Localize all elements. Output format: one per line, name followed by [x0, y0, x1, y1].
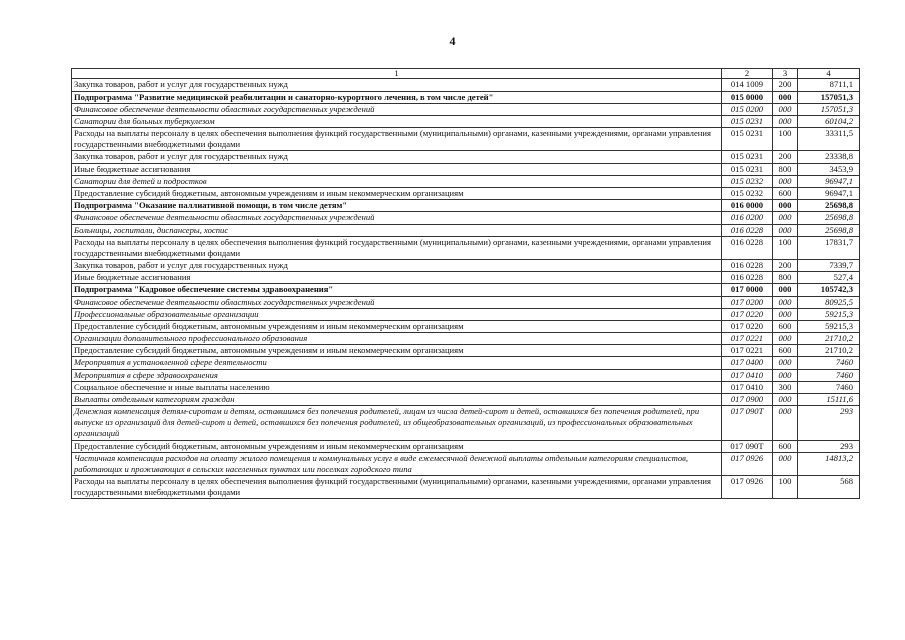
row-amount: 80925,5 — [798, 296, 860, 308]
row-code: 016 0228 — [722, 236, 773, 259]
row-name: Санатории для больных туберкулезом — [72, 115, 722, 127]
row-expense-type: 000 — [773, 333, 798, 345]
row-name: Организации дополнительного профессионального образования — [72, 333, 722, 345]
row-amount: 157051,3 — [798, 103, 860, 115]
row-amount: 25698,8 — [798, 212, 860, 224]
row-name: Подпрограмма "Развитие медицинской реабилитации и санаторно-курортного лечения, в том числе детей" — [72, 91, 722, 103]
row-code: 015 0231 — [722, 163, 773, 175]
row-name: Финансовое обеспечение деятельности областных государственных учреждений — [72, 103, 722, 115]
header-row — [72, 69, 860, 79]
row-amount: 568 — [798, 476, 860, 499]
row-code: 017 0220 — [722, 320, 773, 332]
table-row — [72, 236, 860, 259]
row-amount: 293 — [798, 440, 860, 452]
row-amount: 25698,8 — [798, 224, 860, 236]
table-row — [72, 406, 860, 441]
row-expense-type: 800 — [773, 163, 798, 175]
row-amount: 3453,9 — [798, 163, 860, 175]
row-name: Социальное обеспечение и иные выплаты населению — [72, 381, 722, 393]
row-name: Выплаты отдельным категориям граждан — [72, 393, 722, 405]
row-name: Иные бюджетные ассигнования — [72, 163, 722, 175]
row-name: Предоставление субсидий бюджетным, автономным учреждениям и иным некоммерческим организациям — [72, 188, 722, 200]
row-name: Финансовое обеспечение деятельности областных государственных учреждений — [72, 212, 722, 224]
row-code: 017 0900 — [722, 393, 773, 405]
table-row — [72, 284, 860, 296]
row-amount: 21710,2 — [798, 345, 860, 357]
table-row — [72, 440, 860, 452]
table-row — [72, 272, 860, 284]
row-expense-type: 300 — [773, 381, 798, 393]
row-expense-type: 000 — [773, 200, 798, 212]
row-name: Больницы, госпитали, диспансеры, хоспис — [72, 224, 722, 236]
row-expense-type: 200 — [773, 260, 798, 272]
row-amount: 7460 — [798, 369, 860, 381]
table-body — [72, 79, 860, 499]
row-name: Финансовое обеспечение деятельности областных государственных учреждений — [72, 296, 722, 308]
row-amount: 7339,7 — [798, 260, 860, 272]
row-amount: 527,4 — [798, 272, 860, 284]
row-expense-type: 000 — [773, 369, 798, 381]
row-expense-type: 200 — [773, 151, 798, 163]
row-expense-type: 000 — [773, 393, 798, 405]
row-expense-type: 000 — [773, 175, 798, 187]
row-code: 017 0926 — [722, 476, 773, 499]
row-amount: 17831,7 — [798, 236, 860, 259]
row-amount: 59215,3 — [798, 320, 860, 332]
row-code: 017 090Т — [722, 406, 773, 441]
row-code: 015 0231 — [722, 151, 773, 163]
row-amount: 33311,5 — [798, 128, 860, 151]
row-expense-type: 000 — [773, 308, 798, 320]
table-row — [72, 128, 860, 151]
row-code: 014 1009 — [722, 79, 773, 91]
row-amount: 21710,2 — [798, 333, 860, 345]
header-col-3: 3 — [773, 69, 798, 79]
row-code: 017 0410 — [722, 369, 773, 381]
row-code: 016 0200 — [722, 212, 773, 224]
row-code: 017 0220 — [722, 308, 773, 320]
row-amount: 293 — [798, 406, 860, 441]
table-row — [72, 296, 860, 308]
row-amount: 60104,2 — [798, 115, 860, 127]
header-col-1: 1 — [72, 69, 722, 79]
row-code: 017 0926 — [722, 452, 773, 475]
row-expense-type: 100 — [773, 128, 798, 151]
row-amount: 59215,3 — [798, 308, 860, 320]
row-amount: 7460 — [798, 381, 860, 393]
row-expense-type: 600 — [773, 320, 798, 332]
row-name: Расходы на выплаты персоналу в целях обеспечения выполнения функций государственными (муниципальными) органами, казенными учреждениями, органами управления государственными внебюджетными фондами — [72, 236, 722, 259]
row-code: 016 0228 — [722, 272, 773, 284]
table-row — [72, 151, 860, 163]
row-amount: 14813,2 — [798, 452, 860, 475]
row-code: 017 0200 — [722, 296, 773, 308]
row-name: Мероприятия в установленной сфере деятельности — [72, 357, 722, 369]
table-row — [72, 345, 860, 357]
header-col-4: 4 — [798, 69, 860, 79]
row-expense-type: 000 — [773, 357, 798, 369]
row-code: 016 0228 — [722, 224, 773, 236]
row-code: 015 0231 — [722, 128, 773, 151]
budget-table — [71, 68, 860, 499]
table-row — [72, 163, 860, 175]
row-name: Предоставление субсидий бюджетным, автономным учреждениям и иным некоммерческим организациям — [72, 440, 722, 452]
row-name: Расходы на выплаты персоналу в целях обеспечения выполнения функций государственными (муниципальными) органами, казенными учреждениями, органами управления государственными внебюджетными фондами — [72, 128, 722, 151]
row-name: Подпрограмма "Оказание паллиативной помощи, в том числе детям" — [72, 200, 722, 212]
row-name: Иные бюджетные ассигнования — [72, 272, 722, 284]
row-name: Подпрограмма "Кадровое обеспечение системы здравоохранения" — [72, 284, 722, 296]
row-amount: 23338,8 — [798, 151, 860, 163]
table-row — [72, 224, 860, 236]
row-expense-type: 200 — [773, 79, 798, 91]
row-name: Закупка товаров, работ и услуг для государственных нужд — [72, 151, 722, 163]
table-row — [72, 115, 860, 127]
table-row — [72, 212, 860, 224]
page-number: 4 — [449, 34, 456, 48]
row-name: Частичная компенсация расходов на оплату жилого помещения и коммунальных услуг в виде ежемесячной денежной выплаты отдельным категориям специалистов, работающих и проживающих в сельских населенных пунктах или поселках городского типа — [72, 452, 722, 475]
row-amount: 96947,1 — [798, 188, 860, 200]
row-amount: 7460 — [798, 357, 860, 369]
row-name: Закупка товаров, работ и услуг для государственных нужд — [72, 260, 722, 272]
row-code: 016 0228 — [722, 260, 773, 272]
row-code: 017 0000 — [722, 284, 773, 296]
header-col-2: 2 — [722, 69, 773, 79]
table-header — [72, 69, 860, 79]
row-expense-type: 600 — [773, 188, 798, 200]
row-name: Мероприятия в сфере здравоохранения — [72, 369, 722, 381]
row-name: Расходы на выплаты персоналу в целях обеспечения выполнения функций государственными (муниципальными) органами, казенными учреждениями, органами управления государственными внебюджетными фондами — [72, 476, 722, 499]
row-expense-type: 000 — [773, 91, 798, 103]
table-row — [72, 393, 860, 405]
row-expense-type: 600 — [773, 440, 798, 452]
row-code: 017 0400 — [722, 357, 773, 369]
row-expense-type: 000 — [773, 284, 798, 296]
table-row — [72, 320, 860, 332]
row-code: 015 0232 — [722, 175, 773, 187]
row-name: Предоставление субсидий бюджетным, автономным учреждениям и иным некоммерческим организациям — [72, 345, 722, 357]
row-expense-type: 000 — [773, 224, 798, 236]
row-name: Профессиональные образовательные организации — [72, 308, 722, 320]
table-row — [72, 357, 860, 369]
row-code: 017 0410 — [722, 381, 773, 393]
table-row — [72, 308, 860, 320]
row-amount: 157051,3 — [798, 91, 860, 103]
table-row — [72, 175, 860, 187]
row-code: 017 0221 — [722, 333, 773, 345]
table-row — [72, 476, 860, 499]
row-code: 017 0221 — [722, 345, 773, 357]
row-expense-type: 100 — [773, 236, 798, 259]
row-expense-type: 000 — [773, 452, 798, 475]
table-row — [72, 103, 860, 115]
row-amount: 15111,6 — [798, 393, 860, 405]
table-row — [72, 381, 860, 393]
row-amount: 105742,3 — [798, 284, 860, 296]
table-row — [72, 333, 860, 345]
row-expense-type: 800 — [773, 272, 798, 284]
row-name: Денежная компенсация детям-сиротам и детям, оставшимся без попечения родителей, лицам из числа детей-сирот и детей, оставшихся без попечения родителей, при выпуске из организаций для детей-сирот и детей, оставшихся без попечения родителей, из общеобразовательных организаций, из профессиональных образовательных организаций — [72, 406, 722, 441]
row-expense-type: 000 — [773, 212, 798, 224]
row-amount: 8711,1 — [798, 79, 860, 91]
row-expense-type: 000 — [773, 103, 798, 115]
row-expense-type: 000 — [773, 115, 798, 127]
row-expense-type: 000 — [773, 296, 798, 308]
table-row — [72, 452, 860, 475]
table-row — [72, 91, 860, 103]
table-row — [72, 188, 860, 200]
row-code: 016 0000 — [722, 200, 773, 212]
table-row — [72, 369, 860, 381]
row-code: 015 0000 — [722, 91, 773, 103]
row-amount: 96947,1 — [798, 175, 860, 187]
table-row — [72, 260, 860, 272]
table-row — [72, 200, 860, 212]
row-amount: 25698,8 — [798, 200, 860, 212]
row-code: 017 090Т — [722, 440, 773, 452]
row-expense-type: 100 — [773, 476, 798, 499]
table-row — [72, 79, 860, 91]
row-name: Предоставление субсидий бюджетным, автономным учреждениям и иным некоммерческим организациям — [72, 320, 722, 332]
row-code: 015 0232 — [722, 188, 773, 200]
row-name: Санатории для детей и подростков — [72, 175, 722, 187]
row-code: 015 0231 — [722, 115, 773, 127]
row-expense-type: 000 — [773, 406, 798, 441]
row-code: 015 0200 — [722, 103, 773, 115]
row-name: Закупка товаров, работ и услуг для государственных нужд — [72, 79, 722, 91]
row-expense-type: 600 — [773, 345, 798, 357]
